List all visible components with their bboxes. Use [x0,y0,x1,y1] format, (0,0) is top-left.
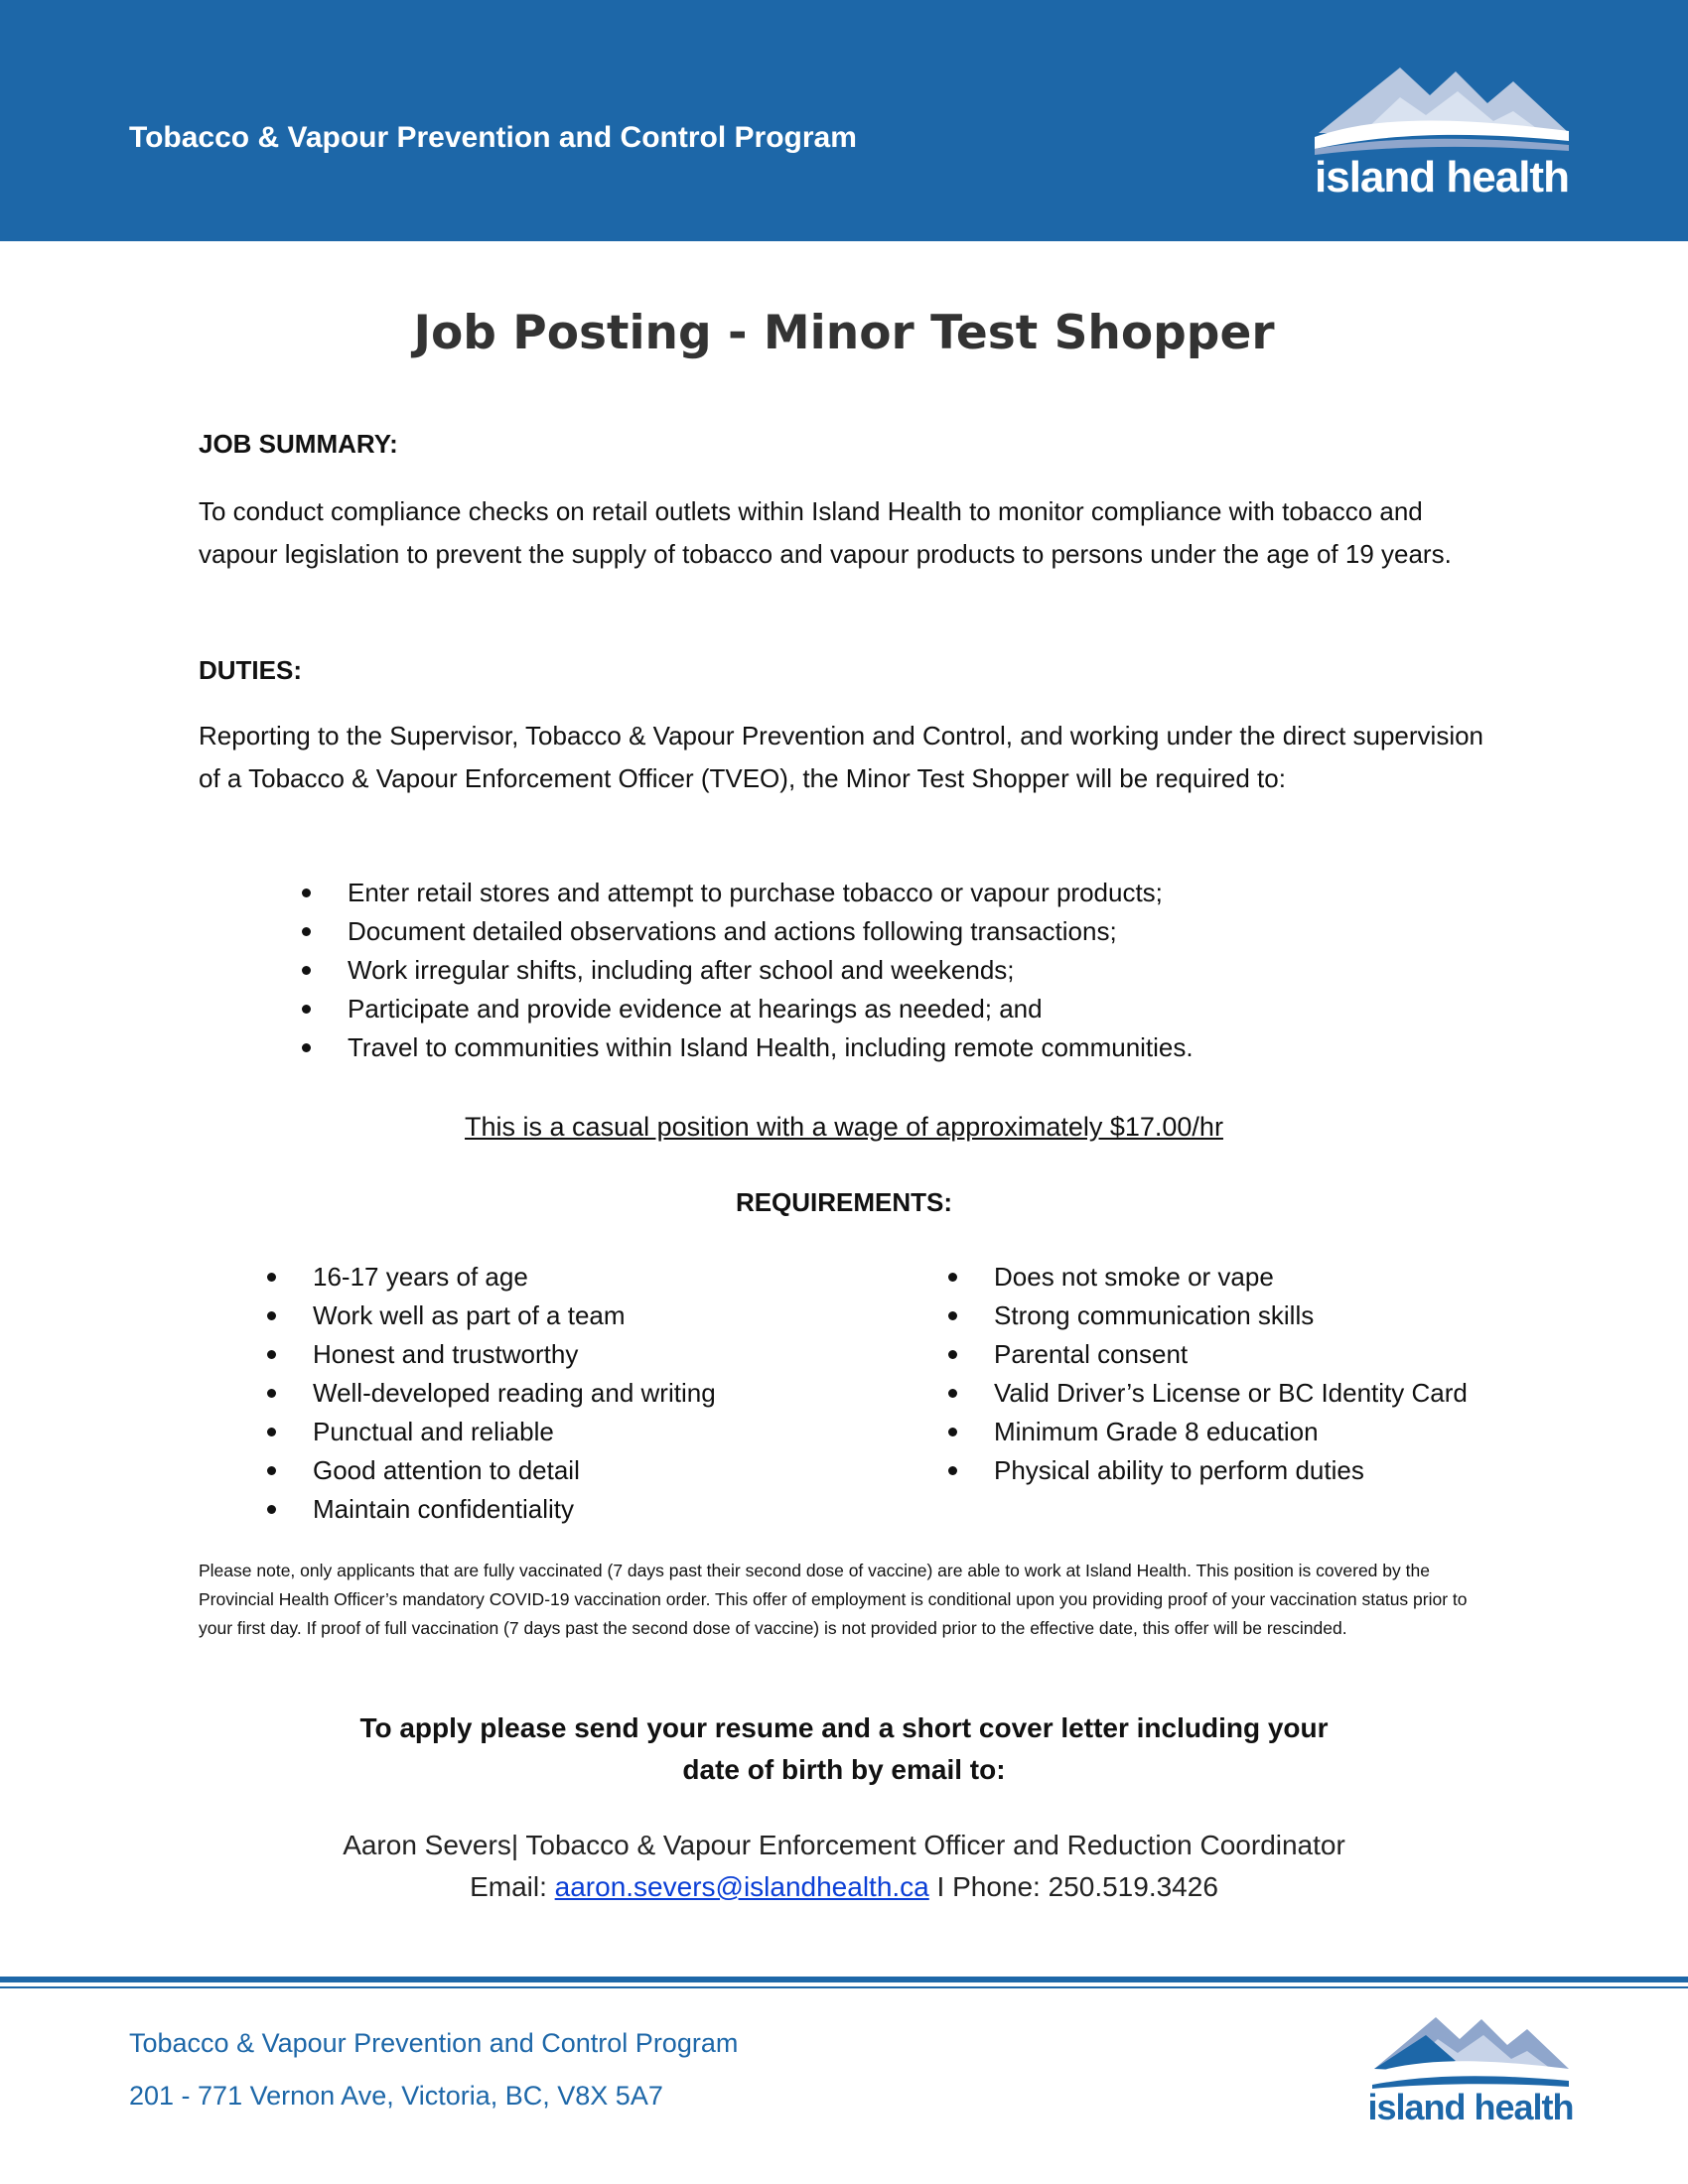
mountain-logo-icon [1366,1999,1575,2089]
apply-instructions [0,1707,1688,1791]
page-title: Job Posting - Minor Test Shopper [413,306,1275,360]
island-health-logo [1309,46,1575,206]
apply-line-1: To apply please send your resume and a short cover letter including your [359,1712,1329,1743]
footer-divider [0,1977,1688,1982]
footer-program: Tobacco & Vapour Prevention and Control Program [129,2028,739,2058]
requirements-heading: REQUIREMENTS: [735,1187,953,1217]
requirement-item: Valid Driver’s License or BC Identity Card [994,1374,1468,1413]
footer-address: 201 - 771 Vernon Ave, Victoria, BC, V8X 5A7 [129,2081,663,2111]
footer-divider-thin [0,1986,1688,1988]
requirement-item: Physical ability to perform duties [994,1451,1468,1490]
island-health-logo-footer [1366,1999,1575,2132]
apply-line-2: date of birth by email to: [682,1754,1006,1785]
requirements-list-left [313,1258,716,1529]
duty-item: Work irregular shifts, including after school and weekends; [348,951,1194,990]
requirement-item: Work well as part of a team [313,1297,716,1335]
requirement-item: Minimum Grade 8 education [994,1413,1468,1451]
requirement-item: Well-developed reading and writing [313,1374,716,1413]
duty-item: Participate and provide evidence at hearings as needed; and [348,990,1194,1028]
requirement-item: Good attention to detail [313,1451,716,1490]
duties-heading: DUTIES: [199,655,302,685]
duties-intro: Reporting to the Supervisor, Tobacco & Vapour Prevention and Control, and working under the direct supervision of a Tobacco & Vapour Enforcement Officer (TVEO), the Minor Test Shopper will be required to: [199,721,1484,793]
requirement-item: Parental consent [994,1335,1468,1374]
email-label: Email: [470,1871,555,1902]
job-summary-text: To conduct compliance checks on retail outlets within Island Health to monitor compliance with tobacco and vapour legislation to prevent the supply of tobacco and vapour products to persons under the age of 19 years. [199,496,1452,569]
requirement-item: 16-17 years of age [313,1258,716,1297]
duty-item: Document detailed observations and actions following transactions; [348,912,1194,951]
contact-email-phone [0,1871,1688,1903]
requirement-item: Maintain confidentiality [313,1490,716,1529]
requirements-list-right [994,1258,1468,1490]
mountain-logo-icon [1309,46,1575,155]
requirement-item: Does not smoke or vape [994,1258,1468,1297]
job-summary-heading: JOB SUMMARY: [199,429,398,459]
contact-name-title: Aaron Severs| Tobacco & Vapour Enforcement Officer and Reduction Coordinator [343,1830,1345,1860]
duty-item: Enter retail stores and attempt to purchase tobacco or vapour products; [348,874,1194,912]
phone-text: I Phone: 250.519.3426 [928,1871,1218,1902]
requirement-item: Punctual and reliable [313,1413,716,1451]
logo-wordmark-footer: island health [1367,2087,1574,2127]
logo-wordmark: island health [1315,153,1569,202]
duties-list [348,874,1194,1067]
requirement-item: Honest and trustworthy [313,1335,716,1374]
header-band [0,0,1688,241]
wage-note: This is a casual position with a wage of approximately $17.00/hr [465,1112,1223,1142]
vaccination-note: Please note, only applicants that are fully vaccinated (7 days past their second dose of vaccine) are able to work at Island Health. This position is covered by the Provincial Health Officer’s mandatory COVID-19 vaccination order. This offer of employment is conditional upon you providing proof of your vaccination status prior to your first day. If proof of full vaccination (7 days past the second dose of vaccine) is not provided prior to the effective date, this offer will be rescinded. [199,1561,1468,1638]
duty-item: Travel to communities within Island Health, including remote communities. [348,1028,1194,1067]
email-link[interactable]: aaron.severs@islandhealth.ca [554,1871,929,1902]
header-program-title: Tobacco & Vapour Prevention and Control Program [129,121,857,154]
requirement-item: Strong communication skills [994,1297,1468,1335]
